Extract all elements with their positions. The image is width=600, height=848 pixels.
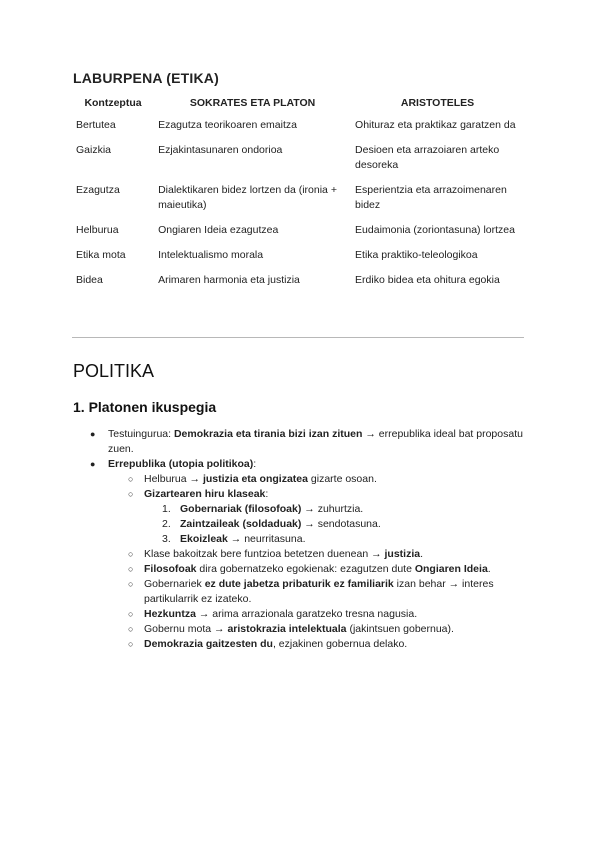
list-item-gobernariek	[72, 577, 532, 607]
bold-text: Ongiaren Ideia	[414, 563, 488, 575]
list-number: 2.	[162, 518, 171, 530]
table-cell: Eudaimonia (zoriontasuna) lortzea	[355, 224, 515, 236]
text: dira gobernatzeko egokienak: ezagutzen dute	[196, 563, 415, 575]
summary-table	[72, 94, 524, 298]
list-item-hiru-klaseak	[72, 487, 532, 502]
text: Gobernariek	[144, 578, 205, 590]
list-number: 3.	[162, 533, 171, 545]
table-row	[72, 143, 524, 183]
text: → zuhurtzia.	[301, 503, 364, 515]
bullet-hollow-icon: ○	[128, 474, 134, 484]
table-header-row	[72, 94, 524, 118]
text: Klase bakoitzak bere funtzioa betetzen duenean →	[144, 548, 385, 560]
list-item-gobernariak	[72, 502, 532, 517]
list-item-justizia	[72, 547, 532, 562]
header-concept: Kontzeptua	[84, 97, 142, 109]
bold-text: Zaintzaileak (soldaduak)	[180, 518, 302, 530]
bold-text: Ekoizleak	[180, 533, 228, 545]
bold-text: justizia eta ongizatea	[202, 473, 308, 485]
bold-text: ez dute jabetza pribaturik ez familiarik	[204, 578, 394, 590]
table-row	[72, 273, 524, 298]
table-cell: Ohituraz eta praktikaz garatzen da	[355, 119, 516, 131]
bold-text: Gobernariak (filosofoak)	[180, 503, 302, 515]
table-cell: Erdiko bidea eta ohitura egokia	[355, 274, 500, 286]
text: , ezjakinen gobernua delako.	[272, 638, 408, 650]
text: .	[420, 548, 424, 560]
list-item-helburua	[72, 472, 532, 487]
bold-text: aristokrazia intelektuala	[227, 623, 347, 635]
table-row	[72, 223, 524, 248]
list-item-hezkuntza	[72, 607, 532, 622]
bold-text: justizia	[384, 548, 421, 560]
text: Testuingurua:	[108, 428, 174, 440]
bullet-hollow-icon: ○	[128, 624, 134, 634]
list-item-testuingurua	[72, 427, 532, 457]
table-cell: Ezagutza teorikoaren emaitza	[158, 119, 297, 131]
bullet-hollow-icon: ○	[128, 549, 134, 559]
list-item-errepublika	[72, 457, 532, 472]
text: :	[253, 458, 257, 470]
table-cell: Ezjakintasunaren ondorioa	[158, 144, 283, 156]
table-cell: Etika mota	[76, 249, 126, 261]
horizontal-divider	[72, 337, 524, 338]
text: → errepublika ideal bat proposatu zuen.	[108, 428, 523, 455]
section-heading: POLITIKA	[73, 361, 155, 381]
bullet-hollow-icon: ○	[128, 639, 134, 649]
text: :	[265, 488, 269, 500]
table-cell: Dialektikaren bidez lortzen da (ironia + maieutika)	[158, 184, 337, 211]
list-item-gobernu-mota	[72, 622, 532, 637]
table-cell: Desioen eta arrazoiaren arteko desoreka	[355, 144, 500, 171]
text: .	[487, 563, 491, 575]
table-cell: Ongiaren Ideia ezagutzea	[158, 224, 279, 236]
table-cell: Gaizkia	[76, 144, 112, 156]
header-aristoteles: ARISTOTELES	[400, 97, 475, 109]
table-row	[72, 118, 524, 143]
list-item-ekoizleak	[72, 532, 532, 547]
text: (jakintsuen gobernua).	[346, 623, 454, 635]
bullet-hollow-icon: ○	[128, 609, 134, 619]
bold-text: Hezkuntza	[144, 608, 196, 620]
text: → arima arrazionala garatzeko tresna nagusia.	[195, 608, 418, 620]
table-cell: Ezagutza	[76, 184, 120, 196]
table-row	[72, 248, 524, 273]
text: gizarte osoan.	[307, 473, 377, 485]
bold-text: Filosofoak	[144, 563, 197, 575]
bullet-filled-icon: ●	[90, 459, 96, 469]
table-cell: Esperientzia eta arrazoimenaren bidez	[355, 184, 507, 211]
header-sokrates-platon: SOKRATES ETA PLATON	[189, 97, 316, 109]
table-cell: Etika praktiko-teleologikoa	[355, 249, 478, 261]
bullet-hollow-icon: ○	[128, 489, 134, 499]
list-item-demokrazia	[72, 637, 532, 652]
list-number: 1.	[162, 503, 171, 515]
bold-text: Demokrazia eta tirania bizi izan zituen	[173, 428, 363, 440]
table-cell: Intelektualismo morala	[158, 249, 264, 261]
platon-outline	[72, 427, 532, 652]
list-item-filosofoak	[72, 562, 532, 577]
text: Helburua →	[144, 473, 203, 485]
text: izan behar → interes partikularrik ez izateko.	[144, 578, 494, 605]
bold-text: Gizartearen hiru klaseak	[144, 488, 266, 500]
bold-text: Demokrazia gaitzesten du	[144, 638, 273, 650]
table-row	[72, 183, 524, 223]
table-cell: Helburua	[76, 224, 119, 236]
bullet-hollow-icon: ○	[128, 579, 134, 589]
summary-title: LABURPENA (ETIKA)	[73, 70, 219, 86]
list-item-zaintzaileak	[72, 517, 532, 532]
bullet-hollow-icon: ○	[128, 564, 134, 574]
table-cell: Bidea	[76, 274, 103, 286]
table-cell: Arimaren harmonia eta justizia	[158, 274, 300, 286]
text: Gobernu mota →	[144, 623, 228, 635]
subsection-heading: 1. Platonen ikuspegia	[73, 399, 217, 415]
bullet-filled-icon: ●	[90, 429, 96, 439]
table-cell: Bertutea	[76, 119, 116, 131]
text: → neurritasuna.	[227, 533, 306, 545]
text: → sendotasuna.	[301, 518, 381, 530]
bold-text: Errepublika (utopia politikoa)	[108, 458, 254, 470]
